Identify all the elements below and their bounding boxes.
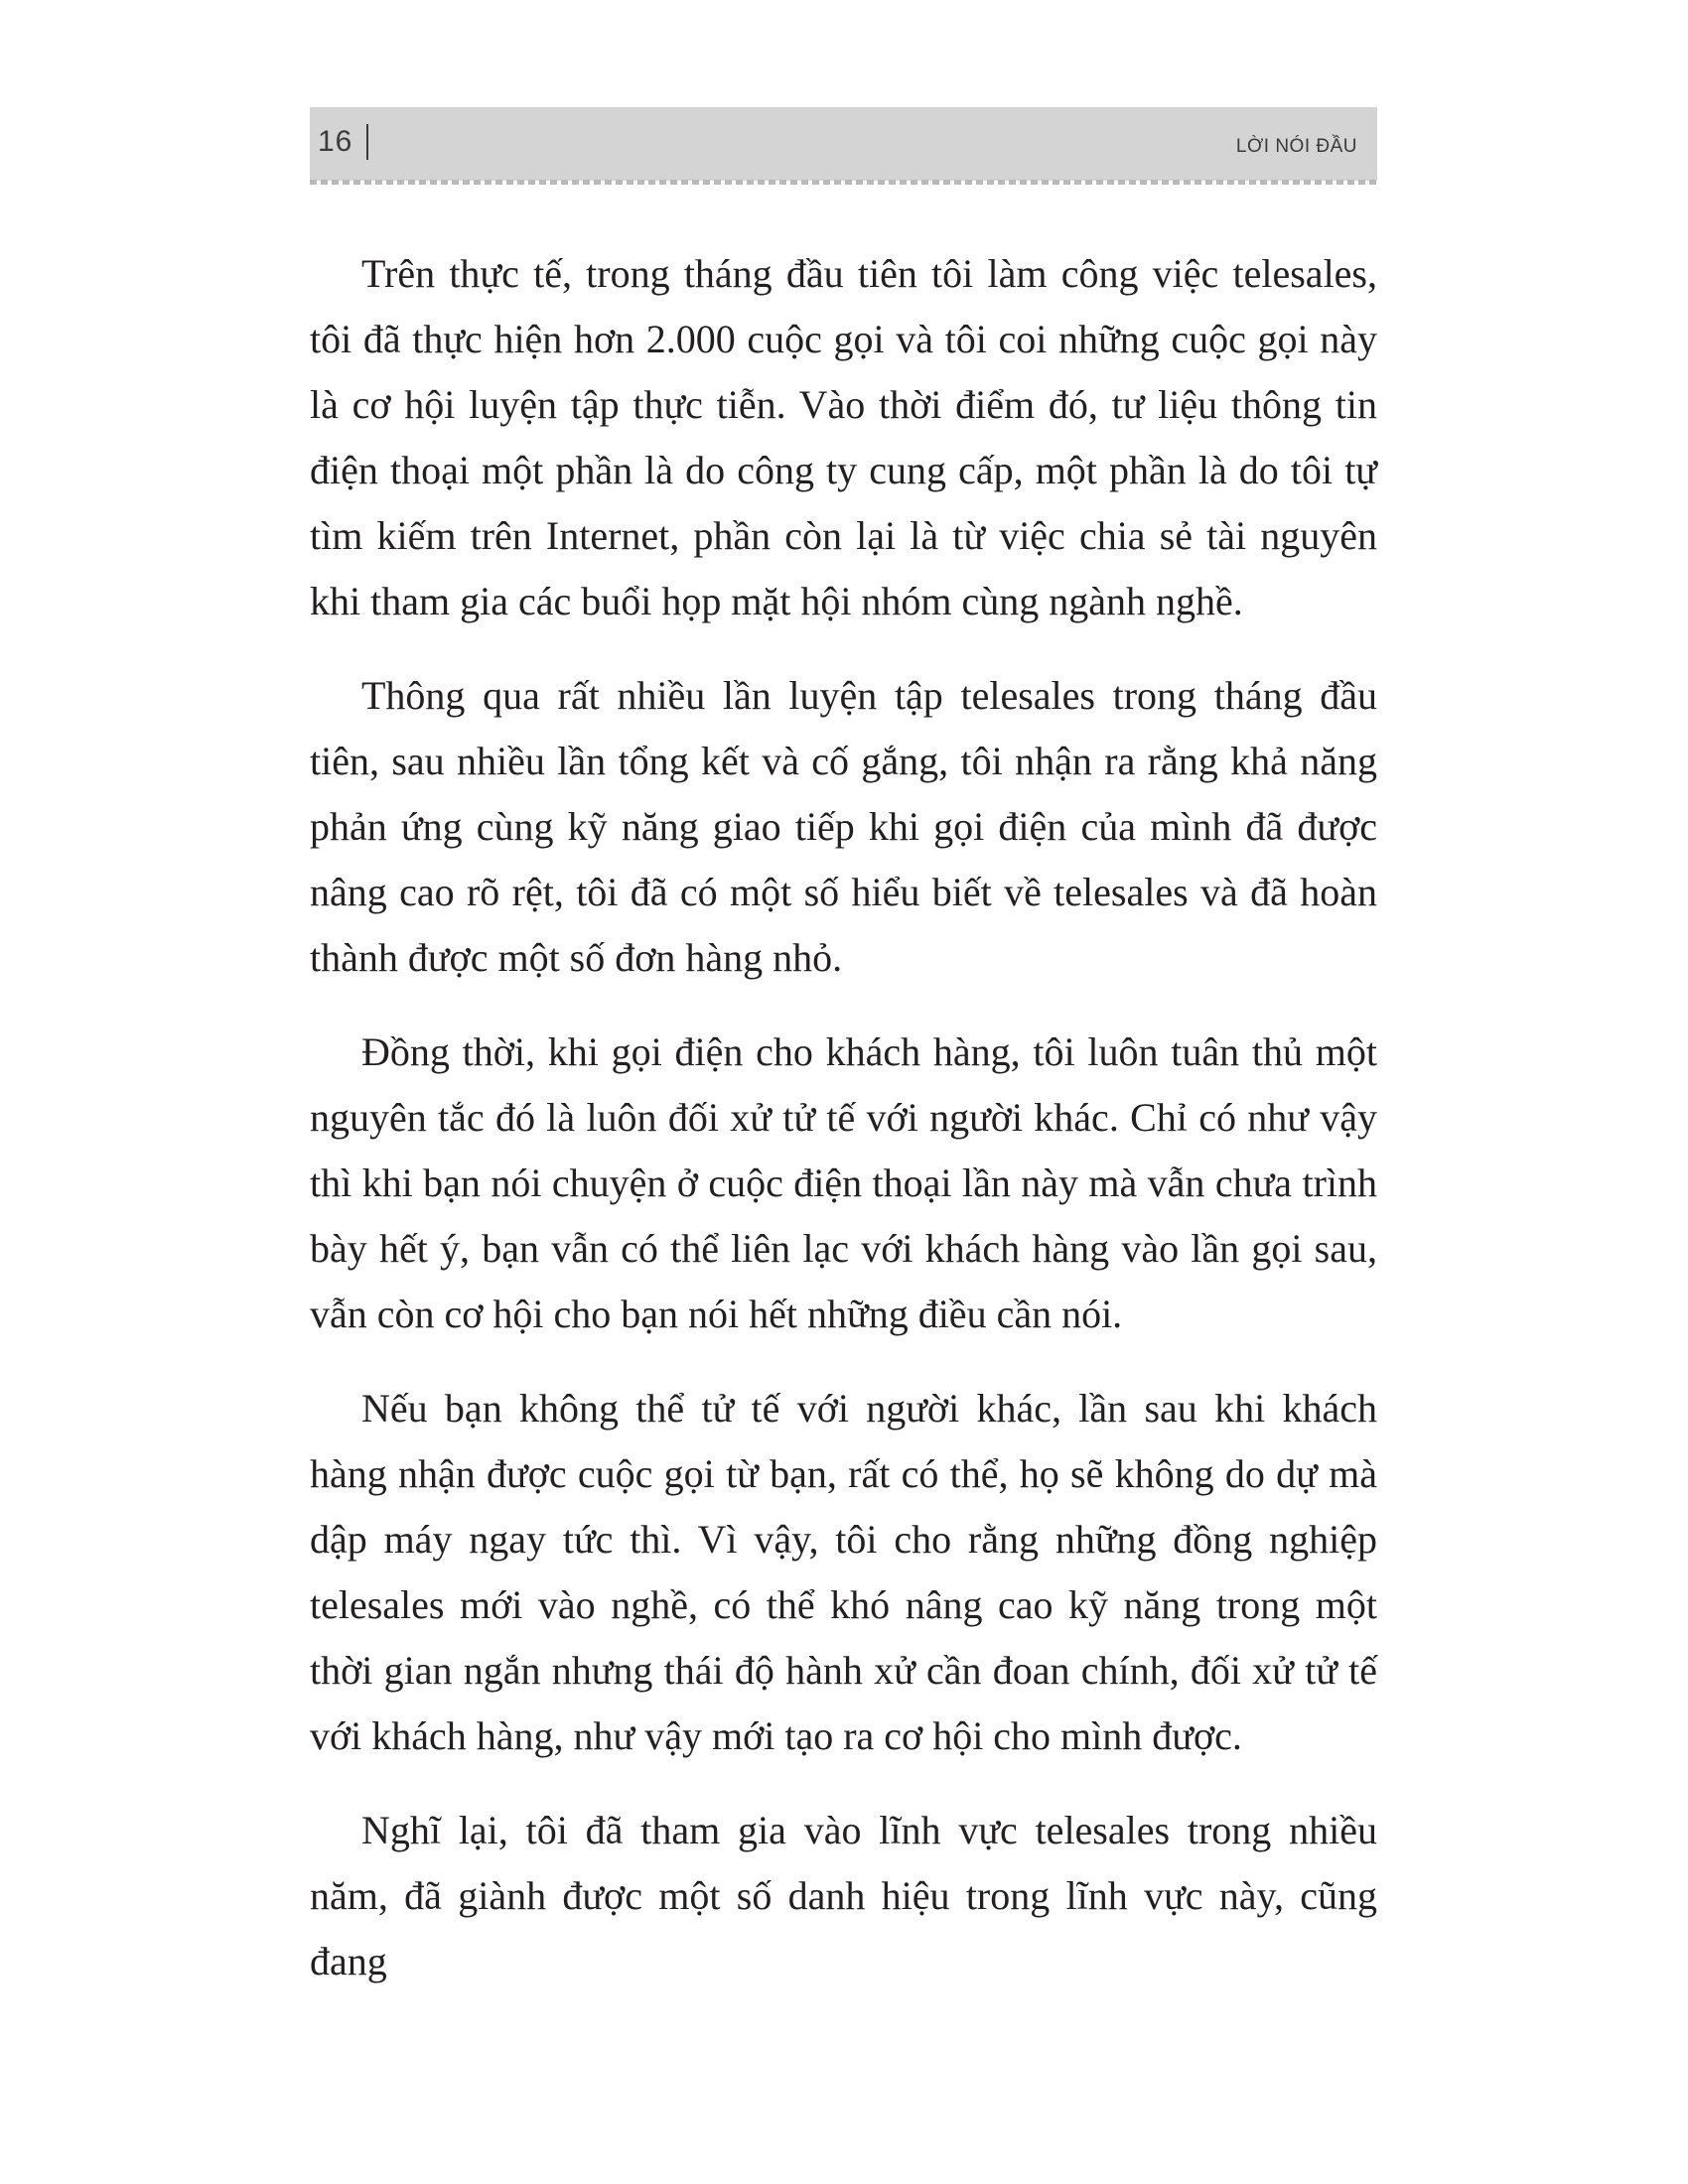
- body-text: [310, 241, 1377, 2023]
- paragraph-5: Nghĩ lại, tôi đã tham gia vào lĩnh vực telesales trong nhiều năm, đã giành được một số danh hiệu trong lĩnh vực này, cũng đang: [310, 1808, 1377, 1983]
- paragraph-2: Thông qua rất nhiều lần luyện tập telesales trong tháng đầu tiên, sau nhiều lần tổng kết và cố gắng, tôi nhận ra rằng khả năng phản ứng cùng kỹ năng giao tiếp khi gọi điện của mình đã được nâng cao rõ rệt, tôi đã có một số hiểu biết về telesales và đã hoàn thành được một số đơn hàng nhỏ.: [310, 673, 1377, 980]
- header-dashed-border: [310, 180, 1377, 185]
- paragraph-4: Nếu bạn không thể tử tế với người khác, lần sau khi khách hàng nhận được cuộc gọi từ bạn, rất có thể, họ sẽ không do dự mà dập máy ngay tức thì. Vì vậy, tôi cho rằng những đồng nghiệp telesales mới vào nghề, có thể khó nâng cao kỹ năng trong một thời gian ngắn nhưng thái độ hành xử cần đoan chính, đối xử tử tế với khách hàng, như vậy mới tạo ra cơ hội cho mình được.: [310, 1386, 1377, 1758]
- page-number: 16: [318, 125, 353, 158]
- paragraph-3: Đồng thời, khi gọi điện cho khách hàng, tôi luôn tuân thủ một nguyên tắc đó là luôn đối xử tử tế với người khác. Chỉ có như vậy thì khi bạn nói chuyện ở cuộc điện thoại lần này mà vẫn chưa trình bày hết ý, bạn vẫn có thể liên lạc với khách hàng vào lần gọi sau, vẫn còn cơ hội cho bạn nói hết những điều cần nói.: [310, 1029, 1377, 1336]
- running-title: LỜI NÓI ĐẦU: [1235, 136, 1357, 157]
- header-separator: [366, 124, 368, 160]
- paragraph-1: Trên thực tế, trong tháng đầu tiên tôi làm công việc telesales, tôi đã thực hiện hơn 2.000 cuộc gọi và tôi coi những cuộc gọi này là cơ hội luyện tập thực tiễn. Vào thời điểm đó, tư liệu thông tin điện thoại một phần là do công ty cung cấp, một phần là do tôi tự tìm kiếm trên Internet, phần còn lại là từ việc chia sẻ tài nguyên khi tham gia các buổi họp mặt hội nhóm cùng ngành nghề.: [310, 251, 1377, 623]
- page-header: [310, 107, 1377, 181]
